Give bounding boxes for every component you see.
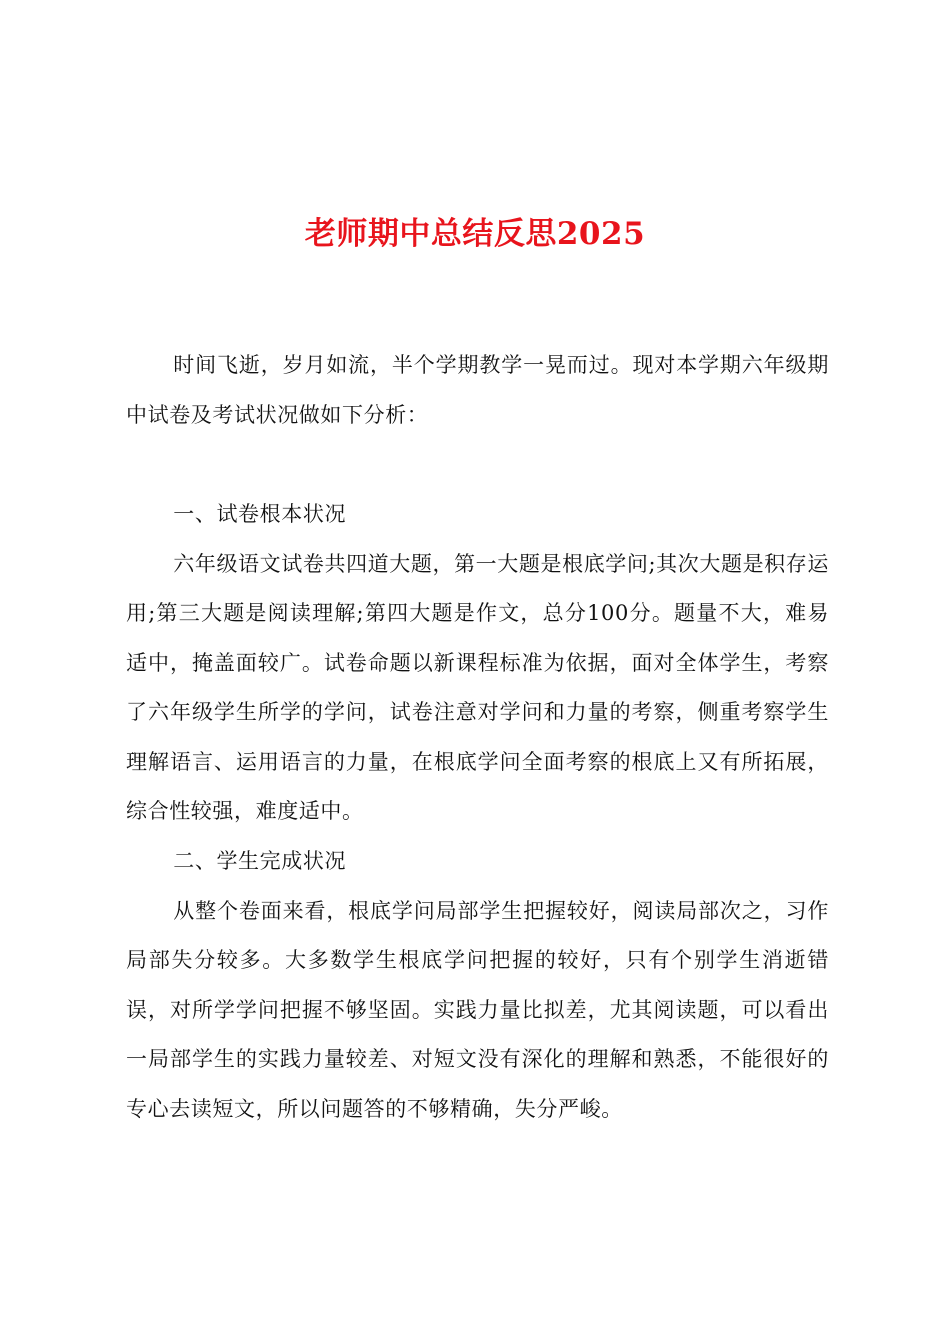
intro-paragraph: 时间飞逝，岁月如流，半个学期教学一晃而过。现对本学期六年级期中试卷及考试状况做如下分析： — [126, 353, 829, 427]
section-2-heading: 二、学生完成状况 — [173, 849, 347, 873]
intro-block — [126, 341, 829, 440]
section-2-paragraph: 从整个卷面来看，根底学问局部学生把握较好，阅读局部次之，习作局部失分较多。大多数学生根底学问把握的较好，只有个别学生消逝错误，对所学学问把握不够坚固。实践力量比拟差，尤其阅读题，可以看出一局部学生的实践力量较差、对短文没有深化的理解和熟悉，不能很好的专心去读短文，所以问题答的不够精确，失分严峻。 — [126, 898, 829, 1121]
document-title: 老师期中总结反思2025 — [304, 216, 646, 252]
section-1 — [126, 490, 829, 837]
section-1-paragraph: 六年级语文试卷共四道大题，第一大题是根底学问;其次大题是积存运用;第三大题是阅读理解;第四大题是作文，总分100分。题量不大，难易适中，掩盖面较广。试卷命题以新课程标准为依据，面对全体学生，考察了六年级学生所学的学问，试卷注意对学问和力量的考察，侧重考察学生理解语言、运用语言的力量，在根底学问全面考察的根底上又有所拓展，综合性较强，难度适中。 — [126, 551, 829, 823]
section-1-heading: 一、试卷根本状况 — [173, 502, 347, 526]
section-2 — [126, 837, 829, 1134]
